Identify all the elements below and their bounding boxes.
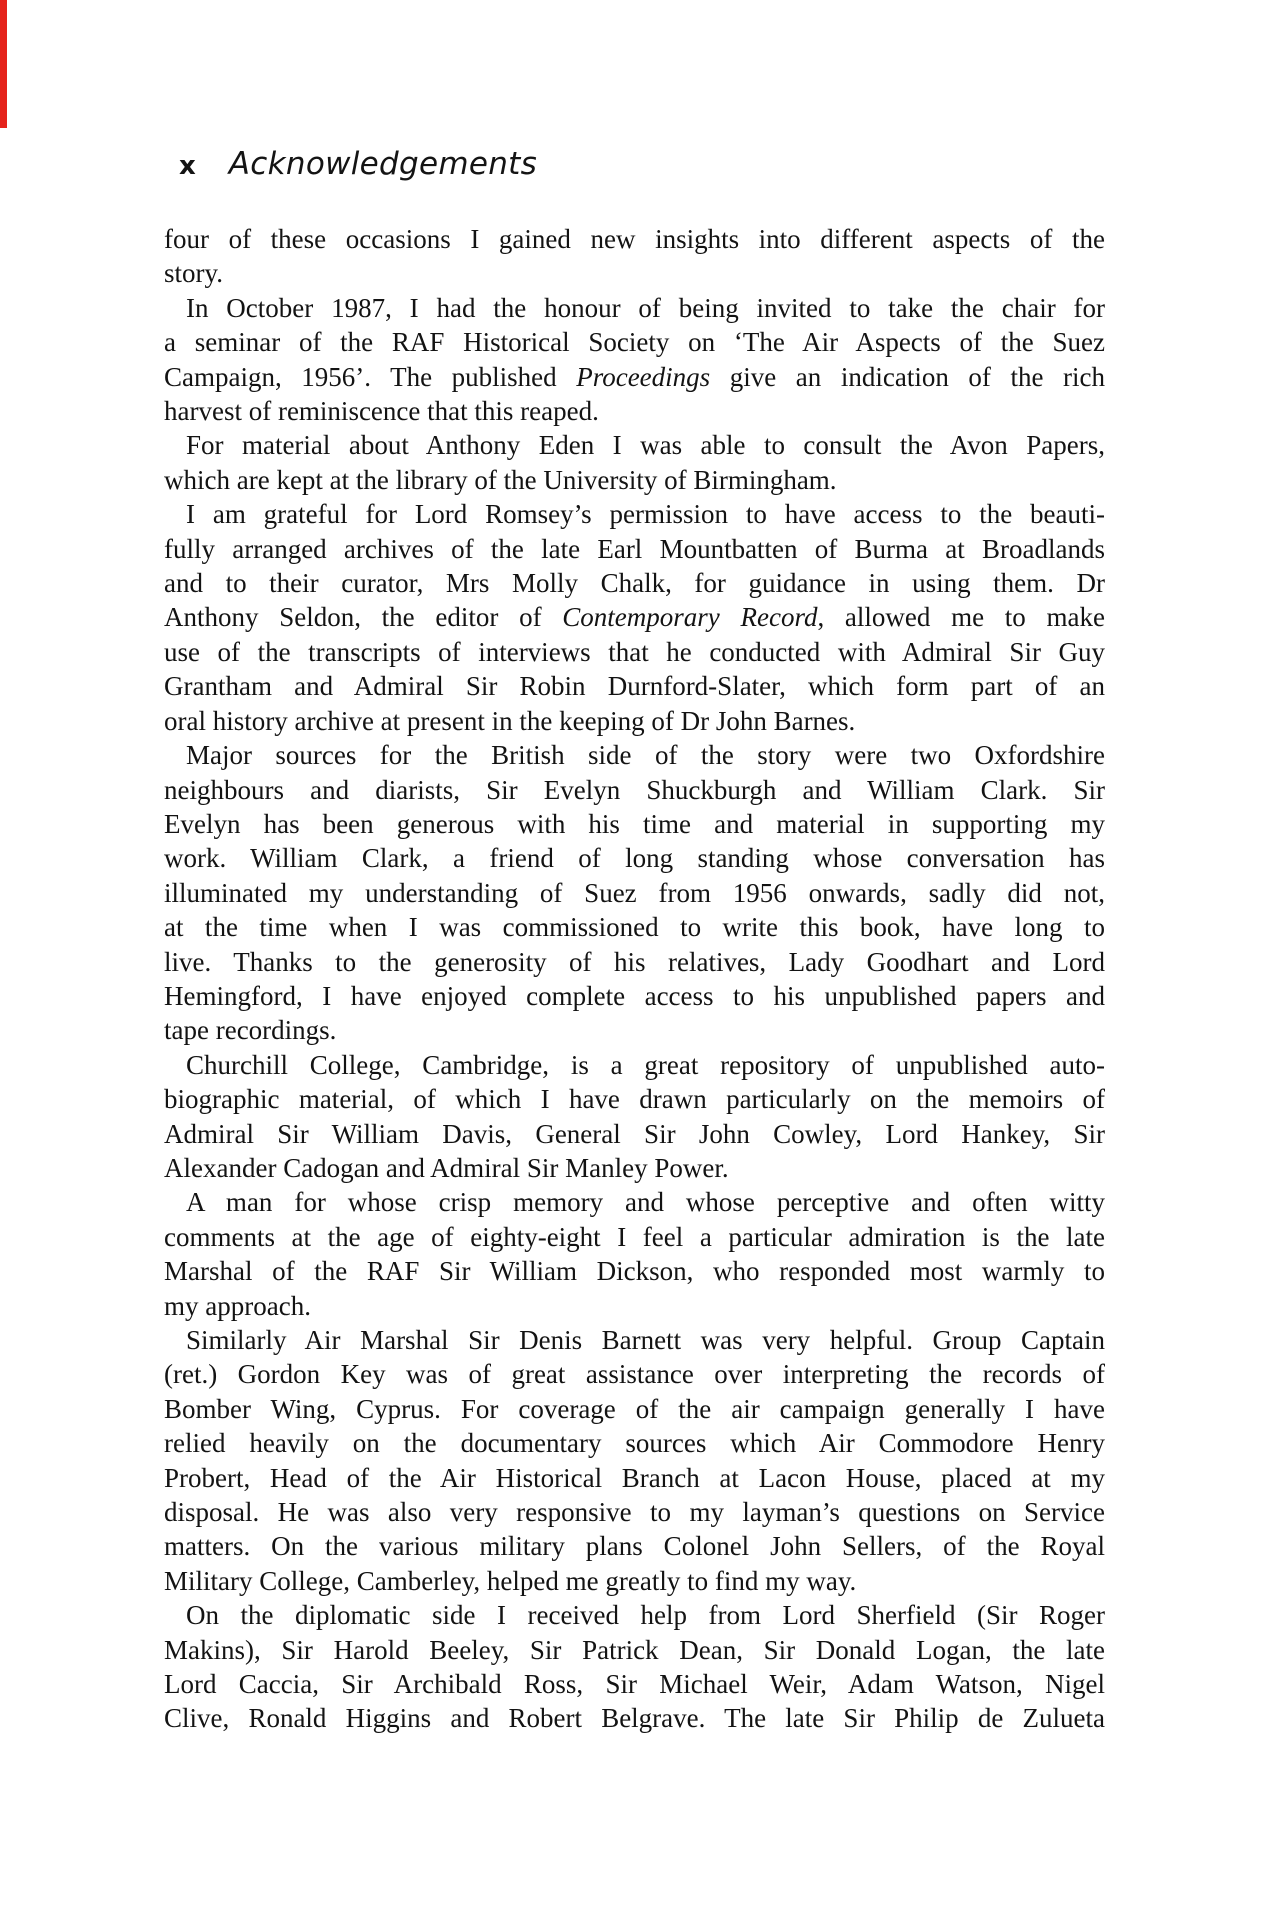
text-line: I am grateful for Lord Romsey’s permission to have access to the beauti- (186, 499, 1105, 530)
text-line: disposal. He was also very responsive to my layman’s questions on Service (164, 1497, 1105, 1528)
text-line: Grantham and Admiral Sir Robin Durnford-Slater, which form part of an (164, 671, 1105, 702)
text-line: work. William Clark, a friend of long standing whose conversation has (164, 843, 1105, 874)
text-line: Churchill College, Cambridge, is a great repository of unpublished auto- (186, 1049, 1105, 1080)
text-line: which are kept at the library of the University of Birmingham. (164, 464, 837, 495)
text-line: A man for whose crisp memory and whose perceptive and often witty (186, 1187, 1105, 1218)
text-line: Probert, Head of the Air Historical Branch at Lacon House, placed at my (164, 1462, 1105, 1493)
text-line: On the diplomatic side I received help from Lord Sherfield (Sir Roger (186, 1600, 1105, 1631)
text-line: and to their curator, Mrs Molly Chalk, for guidance in using them. Dr (164, 568, 1105, 599)
running-header (179, 146, 538, 182)
text-line: Anthony Seldon, the editor of Contemporary Record, allowed me to make (164, 602, 1105, 633)
text-line: harvest of reminiscence that this reaped. (164, 396, 599, 427)
text-line: use of the transcripts of interviews that he conducted with Admiral Sir Guy (164, 636, 1105, 667)
text-line: Similarly Air Marshal Sir Denis Barnett was very helpful. Group Captain (186, 1325, 1105, 1355)
text-line: biographic material, of which I have drawn particularly on the memoirs of (164, 1084, 1105, 1115)
text-line: four of these occasions I gained new insights into different aspects of the (164, 224, 1105, 254)
page-number: x (179, 151, 196, 181)
text-line: story. (164, 258, 223, 289)
paragraph (164, 291, 1105, 429)
text-line: For material about Anthony Eden I was able to consult the Avon Papers, (186, 430, 1105, 461)
text-line: illuminated my understanding of Suez from 1956 onwards, sadly did not, (164, 877, 1105, 908)
text-line: Lord Caccia, Sir Archibald Ross, Sir Michael Weir, Adam Watson, Nigel (164, 1669, 1105, 1700)
text-line: Military College, Camberley, helped me greatly to find my way. (164, 1565, 857, 1596)
paragraph (164, 222, 1105, 291)
paragraph (164, 1048, 1105, 1186)
text-line: Major sources for the British side of the story were two Oxfordshire (186, 740, 1105, 771)
paragraph (164, 1323, 1105, 1598)
text-line: at the time when I was commissioned to write this book, have long to (164, 912, 1105, 943)
text-line: neighbours and diarists, Sir Evelyn Shuckburgh and William Clark. Sir (164, 774, 1105, 805)
text-line: comments at the age of eighty-eight I feel a particular admiration is the late (164, 1221, 1105, 1252)
text-line: a seminar of the RAF Historical Society on ‘The Air Aspects of the Suez (164, 327, 1105, 358)
text-block (164, 222, 1105, 1736)
paragraph (164, 497, 1105, 738)
paragraph (164, 738, 1105, 1048)
text-line: In October 1987, I had the honour of being invited to take the chair for (186, 292, 1105, 323)
text-line: fully arranged archives of the late Earl Mountbatten of Burma at Broadlands (164, 533, 1105, 564)
text-line: Bomber Wing, Cyprus. For coverage of the air campaign generally I have (164, 1393, 1105, 1424)
text-line: Alexander Cadogan and Admiral Sir Manley Power. (164, 1152, 729, 1183)
text-line: tape recordings. (164, 1015, 337, 1046)
scan-artifact-red-stripe (0, 0, 7, 128)
paragraph (164, 1185, 1105, 1323)
text-line: Admiral Sir William Davis, General Sir John Cowley, Lord Hankey, Sir (164, 1118, 1105, 1149)
text-line: Evelyn has been generous with his time and material in supporting my (164, 808, 1105, 839)
text-line: Marshal of the RAF Sir William Dickson, who responded most warmly to (164, 1256, 1105, 1287)
text-line: Campaign, 1956’. The published Proceedings give an indication of the rich (164, 361, 1105, 392)
chapter-title: Acknowledgements (228, 146, 538, 182)
text-line: Clive, Ronald Higgins and Robert Belgrave. The late Sir Philip de Zulueta (164, 1703, 1105, 1734)
text-line: (ret.) Gordon Key was of great assistance over interpreting the records of (164, 1359, 1105, 1390)
text-line: my approach. (164, 1290, 311, 1321)
text-line: matters. On the various military plans Colonel John Sellers, of the Royal (164, 1531, 1105, 1562)
text-line: oral history archive at present in the keeping of Dr John Barnes. (164, 705, 856, 736)
text-line: Hemingford, I have enjoyed complete access to his unpublished papers and (164, 980, 1105, 1011)
paragraph (164, 428, 1105, 497)
text-line: Makins), Sir Harold Beeley, Sir Patrick Dean, Sir Donald Logan, the late (164, 1634, 1105, 1665)
text-line: live. Thanks to the generosity of his relatives, Lady Goodhart and Lord (164, 946, 1105, 977)
paragraph (164, 1598, 1105, 1736)
text-line: relied heavily on the documentary sources which Air Commodore Henry (164, 1428, 1105, 1459)
